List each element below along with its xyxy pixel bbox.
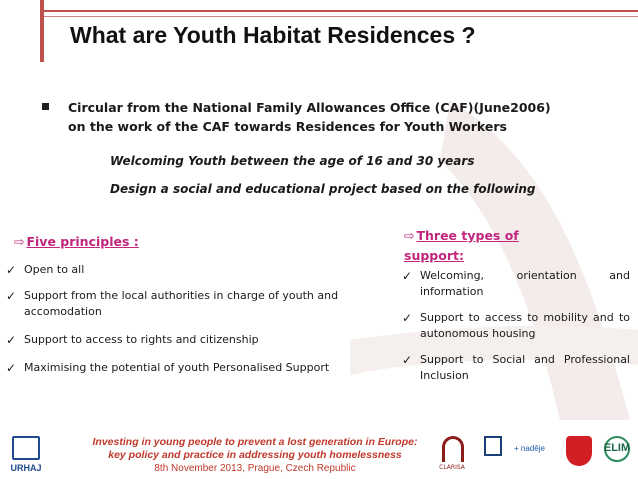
list-item <box>398 310 630 342</box>
checkmark-icon: ✓ <box>6 263 17 277</box>
clarisa-logo-text: CLARISA <box>439 464 465 471</box>
list-item-text: Welcoming, orientation and information <box>420 269 630 298</box>
shield-icon <box>566 436 592 466</box>
list-item <box>2 360 374 376</box>
list-item <box>398 268 630 300</box>
arrow-right-icon: ⇨ <box>404 228 415 243</box>
salvation-army-logo <box>564 436 594 470</box>
three-types-heading <box>404 226 554 266</box>
arch-icon <box>442 436 464 462</box>
list-item-text: Support from the local authorities in charge of youth and accomodation <box>24 289 339 318</box>
elim-logo-text: ELIM <box>603 442 631 454</box>
decorative-top-line <box>40 10 638 12</box>
checkmark-icon: ✓ <box>6 289 17 303</box>
flag-icon <box>12 436 40 460</box>
nadeje-logo: + naděje <box>514 444 545 453</box>
square-bullet-icon <box>42 103 49 110</box>
checkmark-icon: ✓ <box>402 269 413 283</box>
ministry-logo <box>478 434 508 474</box>
five-principles-list <box>2 262 374 388</box>
footer-line-1: Investing in young people to prevent a lost generation in Europe: <box>92 436 418 448</box>
list-item <box>2 288 374 320</box>
list-item-text: Support to access to mobility and to autonomous housing <box>420 311 630 340</box>
list-item <box>398 352 630 384</box>
list-item-text: Support to Social and Professional Inclusion <box>420 353 630 382</box>
intro-text <box>68 98 628 136</box>
list-item-text: Open to all <box>24 263 85 276</box>
list-item <box>2 262 374 278</box>
footer-text <box>60 436 450 475</box>
footer-line-2: key policy and practice in addressing youth homelessness <box>108 449 402 461</box>
intro-line-1: Circular from the National Family Allowances Office (CAF)(June2006) <box>68 100 551 115</box>
building-icon <box>484 436 502 456</box>
five-principles-label: Five principles <box>26 234 130 249</box>
clarisa-logo <box>432 434 472 474</box>
urhaj-logo <box>6 430 46 476</box>
list-item-text: Maximising the potential of youth Personalised Support <box>24 361 330 374</box>
subline-welcoming: Welcoming Youth between the age of 16 and 30 years <box>110 154 475 168</box>
checkmark-icon: ✓ <box>402 353 413 367</box>
intro-line-2: on the work of the CAF towards Residences for Youth Workers <box>68 119 507 134</box>
list-item-text: Support to access to rights and citizenship <box>24 333 259 346</box>
checkmark-icon: ✓ <box>6 333 17 347</box>
three-types-list <box>398 268 630 394</box>
subline-design: Design a social and educational project based on the following <box>110 182 536 196</box>
decorative-top-line-thin <box>40 16 638 17</box>
list-item <box>2 332 374 348</box>
footer-line-3: 8th November 2013, Prague, Czech Republic <box>154 463 356 474</box>
elim-logo <box>600 436 634 472</box>
checkmark-icon: ✓ <box>402 311 413 325</box>
arrow-right-icon: ⇨ <box>14 234 25 249</box>
five-principles-heading <box>14 234 139 249</box>
five-principles-suffix: : <box>129 234 139 249</box>
checkmark-icon: ✓ <box>6 361 17 375</box>
decorative-left-bar <box>40 0 44 62</box>
page-title: What are Youth Habitat Residences ? <box>70 22 476 48</box>
three-types-label: Three types of support: <box>404 228 519 263</box>
urhaj-logo-text: URHAJ <box>10 463 42 473</box>
